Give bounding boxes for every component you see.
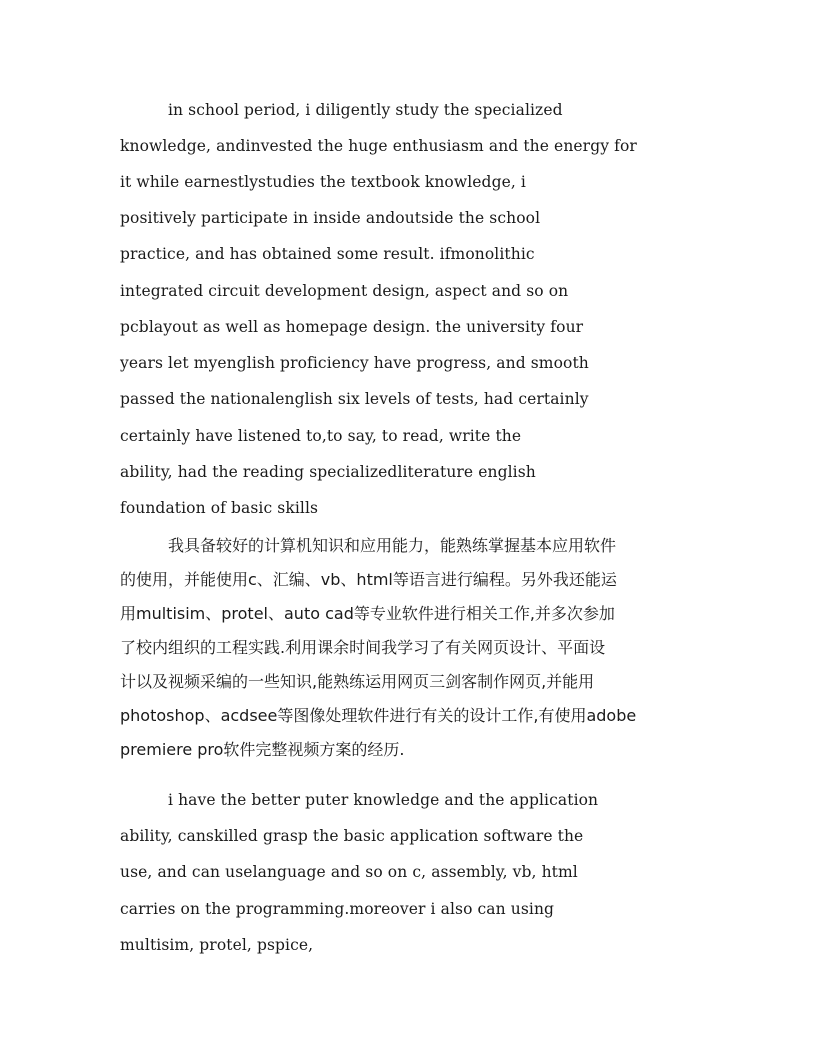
text-line: carries on the programming.moreover i also can using — [120, 900, 555, 918]
text-line: certainly have listened to,to say, to read, write the — [120, 427, 522, 445]
text-line: 我具备较好的计算机知识和应用能力，能熟练掌握基本应用软件 — [168, 536, 617, 555]
text-line: integrated circuit development design, aspect and so on — [120, 282, 569, 300]
text-line: 了校内组织的工程实践.利用课余时间我学习了有关网页设计、平面设 — [120, 638, 606, 657]
text-line: it while earnestlystudies the textbook knowledge, i — [120, 173, 526, 191]
text-line: practice, and has obtained some result. ifmonolithic — [120, 245, 535, 263]
text-line: pcblayout as well as homepage design. the university four — [120, 318, 584, 336]
text-line: i have the better puter knowledge and the application — [168, 791, 599, 809]
text-line: use, and can uselanguage and so on c, assembly, vb, html — [120, 863, 578, 881]
text-line: years let myenglish proficiency have progress, and smooth — [120, 354, 589, 372]
text-line: multisim, protel, pspice, — [120, 936, 314, 954]
text-line: 的使用，并能使用c、汇编、vb、html等语言进行编程。另外我还能运 — [120, 570, 617, 589]
text-line: 用multisim、protel、auto cad等专业软件进行相关工作,并多次参加 — [120, 604, 615, 623]
text-line: 计以及视频采编的一些知识,能熟练运用网页三剑客制作网页,并能用 — [120, 672, 595, 691]
text-line: in school period, i diligently study the specialized — [168, 101, 563, 119]
text-line: ability, had the reading specializedliterature english — [120, 463, 536, 481]
text-line: passed the nationalenglish six levels of tests, had certainly — [120, 390, 589, 408]
text-line: photoshop、acdsee等图像处理软件进行有关的设计工作,有使用adobe — [120, 706, 637, 725]
text-line: knowledge, andinvested the huge enthusiasm and the energy for — [120, 137, 637, 155]
text-line: ability, canskilled grasp the basic application software the — [120, 827, 584, 845]
text-line: foundation of basic skills — [120, 499, 319, 517]
text-line: positively participate in inside andoutside the school — [120, 209, 541, 227]
text-line: premiere pro软件完整视频方案的经历. — [120, 740, 405, 759]
